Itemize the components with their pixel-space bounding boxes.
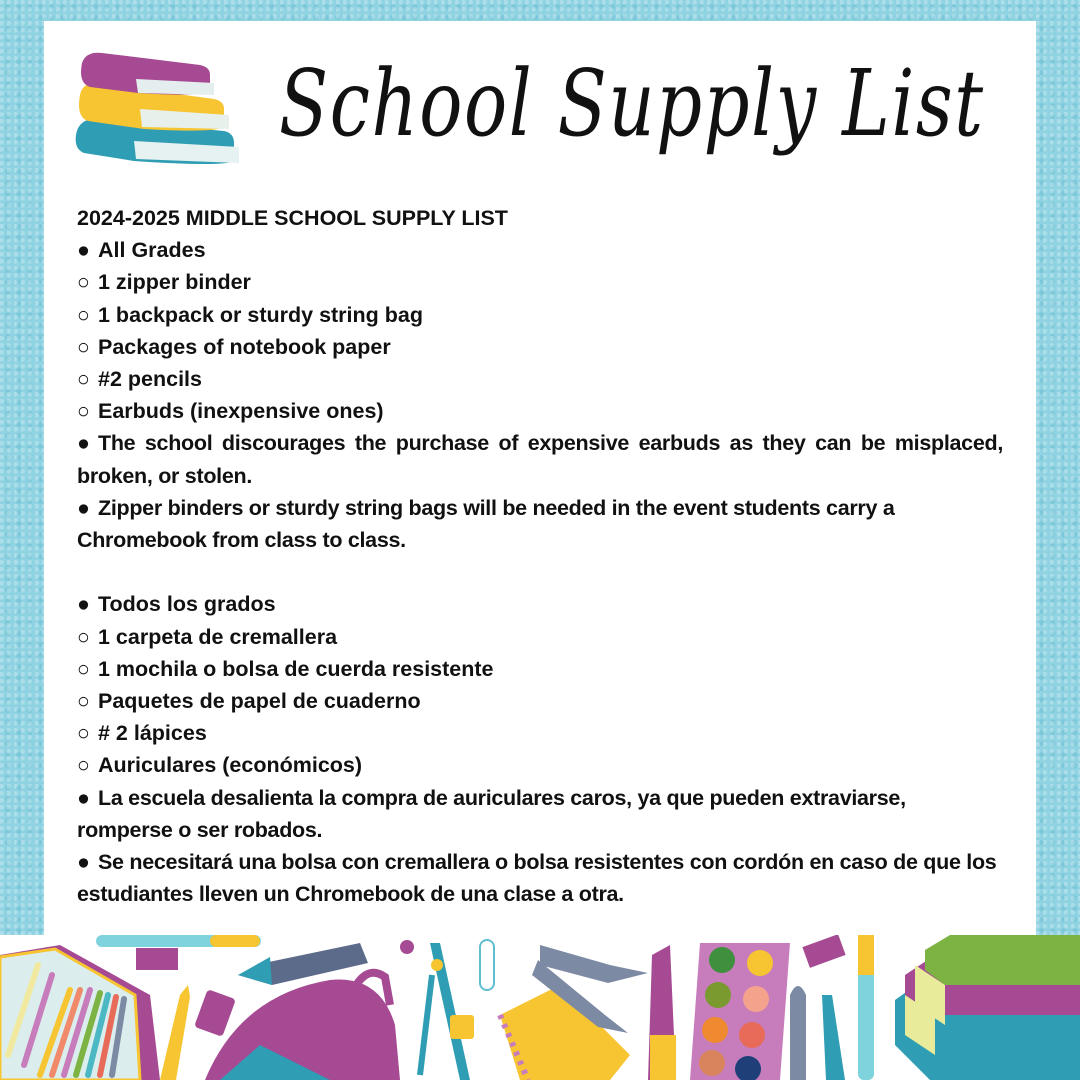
- note-paragraph: ● Zipper binders or sturdy string bags will be needed in the event students carry a Chromebook from class to class.: [77, 492, 1003, 556]
- list-item: ○ #2 pencils: [77, 363, 1003, 395]
- filled-bullet-icon: ●: [77, 431, 90, 456]
- header: [44, 21, 1036, 201]
- stacked-books-icon: [895, 935, 1080, 1080]
- list-item: ○ Auriculares (económicos): [77, 749, 1003, 781]
- section-title-english: ● All Grades: [77, 234, 1003, 266]
- section-title-spanish: ● Todos los grados: [77, 588, 1003, 620]
- hollow-bullet-icon: ○: [77, 367, 90, 392]
- hollow-bullet-icon: ○: [77, 399, 90, 424]
- hollow-bullet-icon: ○: [77, 624, 90, 649]
- document-panel: [44, 21, 1036, 935]
- note-paragraph: ● The school discourages the purchase of expensive earbuds as they can be misplaced, broken, or stolen.: [77, 427, 1003, 491]
- hollow-bullet-icon: ○: [77, 689, 90, 714]
- filled-bullet-icon: ●: [77, 850, 90, 875]
- supply-list: [77, 202, 1003, 910]
- list-item: ○ # 2 lápices: [77, 717, 1003, 749]
- page-title: School Supply List: [279, 50, 985, 157]
- supplies-artwork: [0, 935, 1080, 1080]
- school-supplies-illustration: [0, 935, 1080, 1080]
- filled-bullet-icon: ●: [77, 592, 90, 617]
- watercolor-palette-icon: [690, 943, 790, 1080]
- note-paragraph: ● Se necesitará una bolsa con cremallera o bolsa resistentes con cordón en caso de que los estudiantes lleven un Chromebook de una clase a otra.: [77, 846, 1003, 910]
- filled-bullet-icon: ●: [77, 495, 90, 520]
- list-item: ○ 1 zipper binder: [77, 266, 1003, 298]
- list-heading: 2024-2025 MIDDLE SCHOOL SUPPLY LIST: [77, 206, 508, 230]
- hollow-bullet-icon: ○: [77, 721, 90, 746]
- hollow-bullet-icon: ○: [77, 656, 90, 681]
- note-paragraph: ● La escuela desalienta la compra de auriculares caros, ya que pueden extraviarse, romperse o ser robados.: [77, 782, 1003, 846]
- list-item: ○ Packages of notebook paper: [77, 331, 1003, 363]
- list-item: ○ 1 carpeta de cremallera: [77, 621, 1003, 653]
- list-item: ○ 1 mochila o bolsa de cuerda resistente: [77, 653, 1003, 685]
- hollow-bullet-icon: ○: [77, 334, 90, 359]
- filled-bullet-icon: ●: [77, 238, 90, 263]
- list-item: ○ Paquetes de papel de cuaderno: [77, 685, 1003, 717]
- filled-bullet-icon: ●: [77, 785, 90, 810]
- stacked-books-icon: [74, 49, 249, 169]
- list-item: ○ 1 backpack or sturdy string bag: [77, 299, 1003, 331]
- hollow-bullet-icon: ○: [77, 753, 90, 778]
- hollow-bullet-icon: ○: [77, 302, 90, 327]
- spacer: [77, 556, 1003, 588]
- list-item: ○ Earbuds (inexpensive ones): [77, 395, 1003, 427]
- hollow-bullet-icon: ○: [77, 270, 90, 295]
